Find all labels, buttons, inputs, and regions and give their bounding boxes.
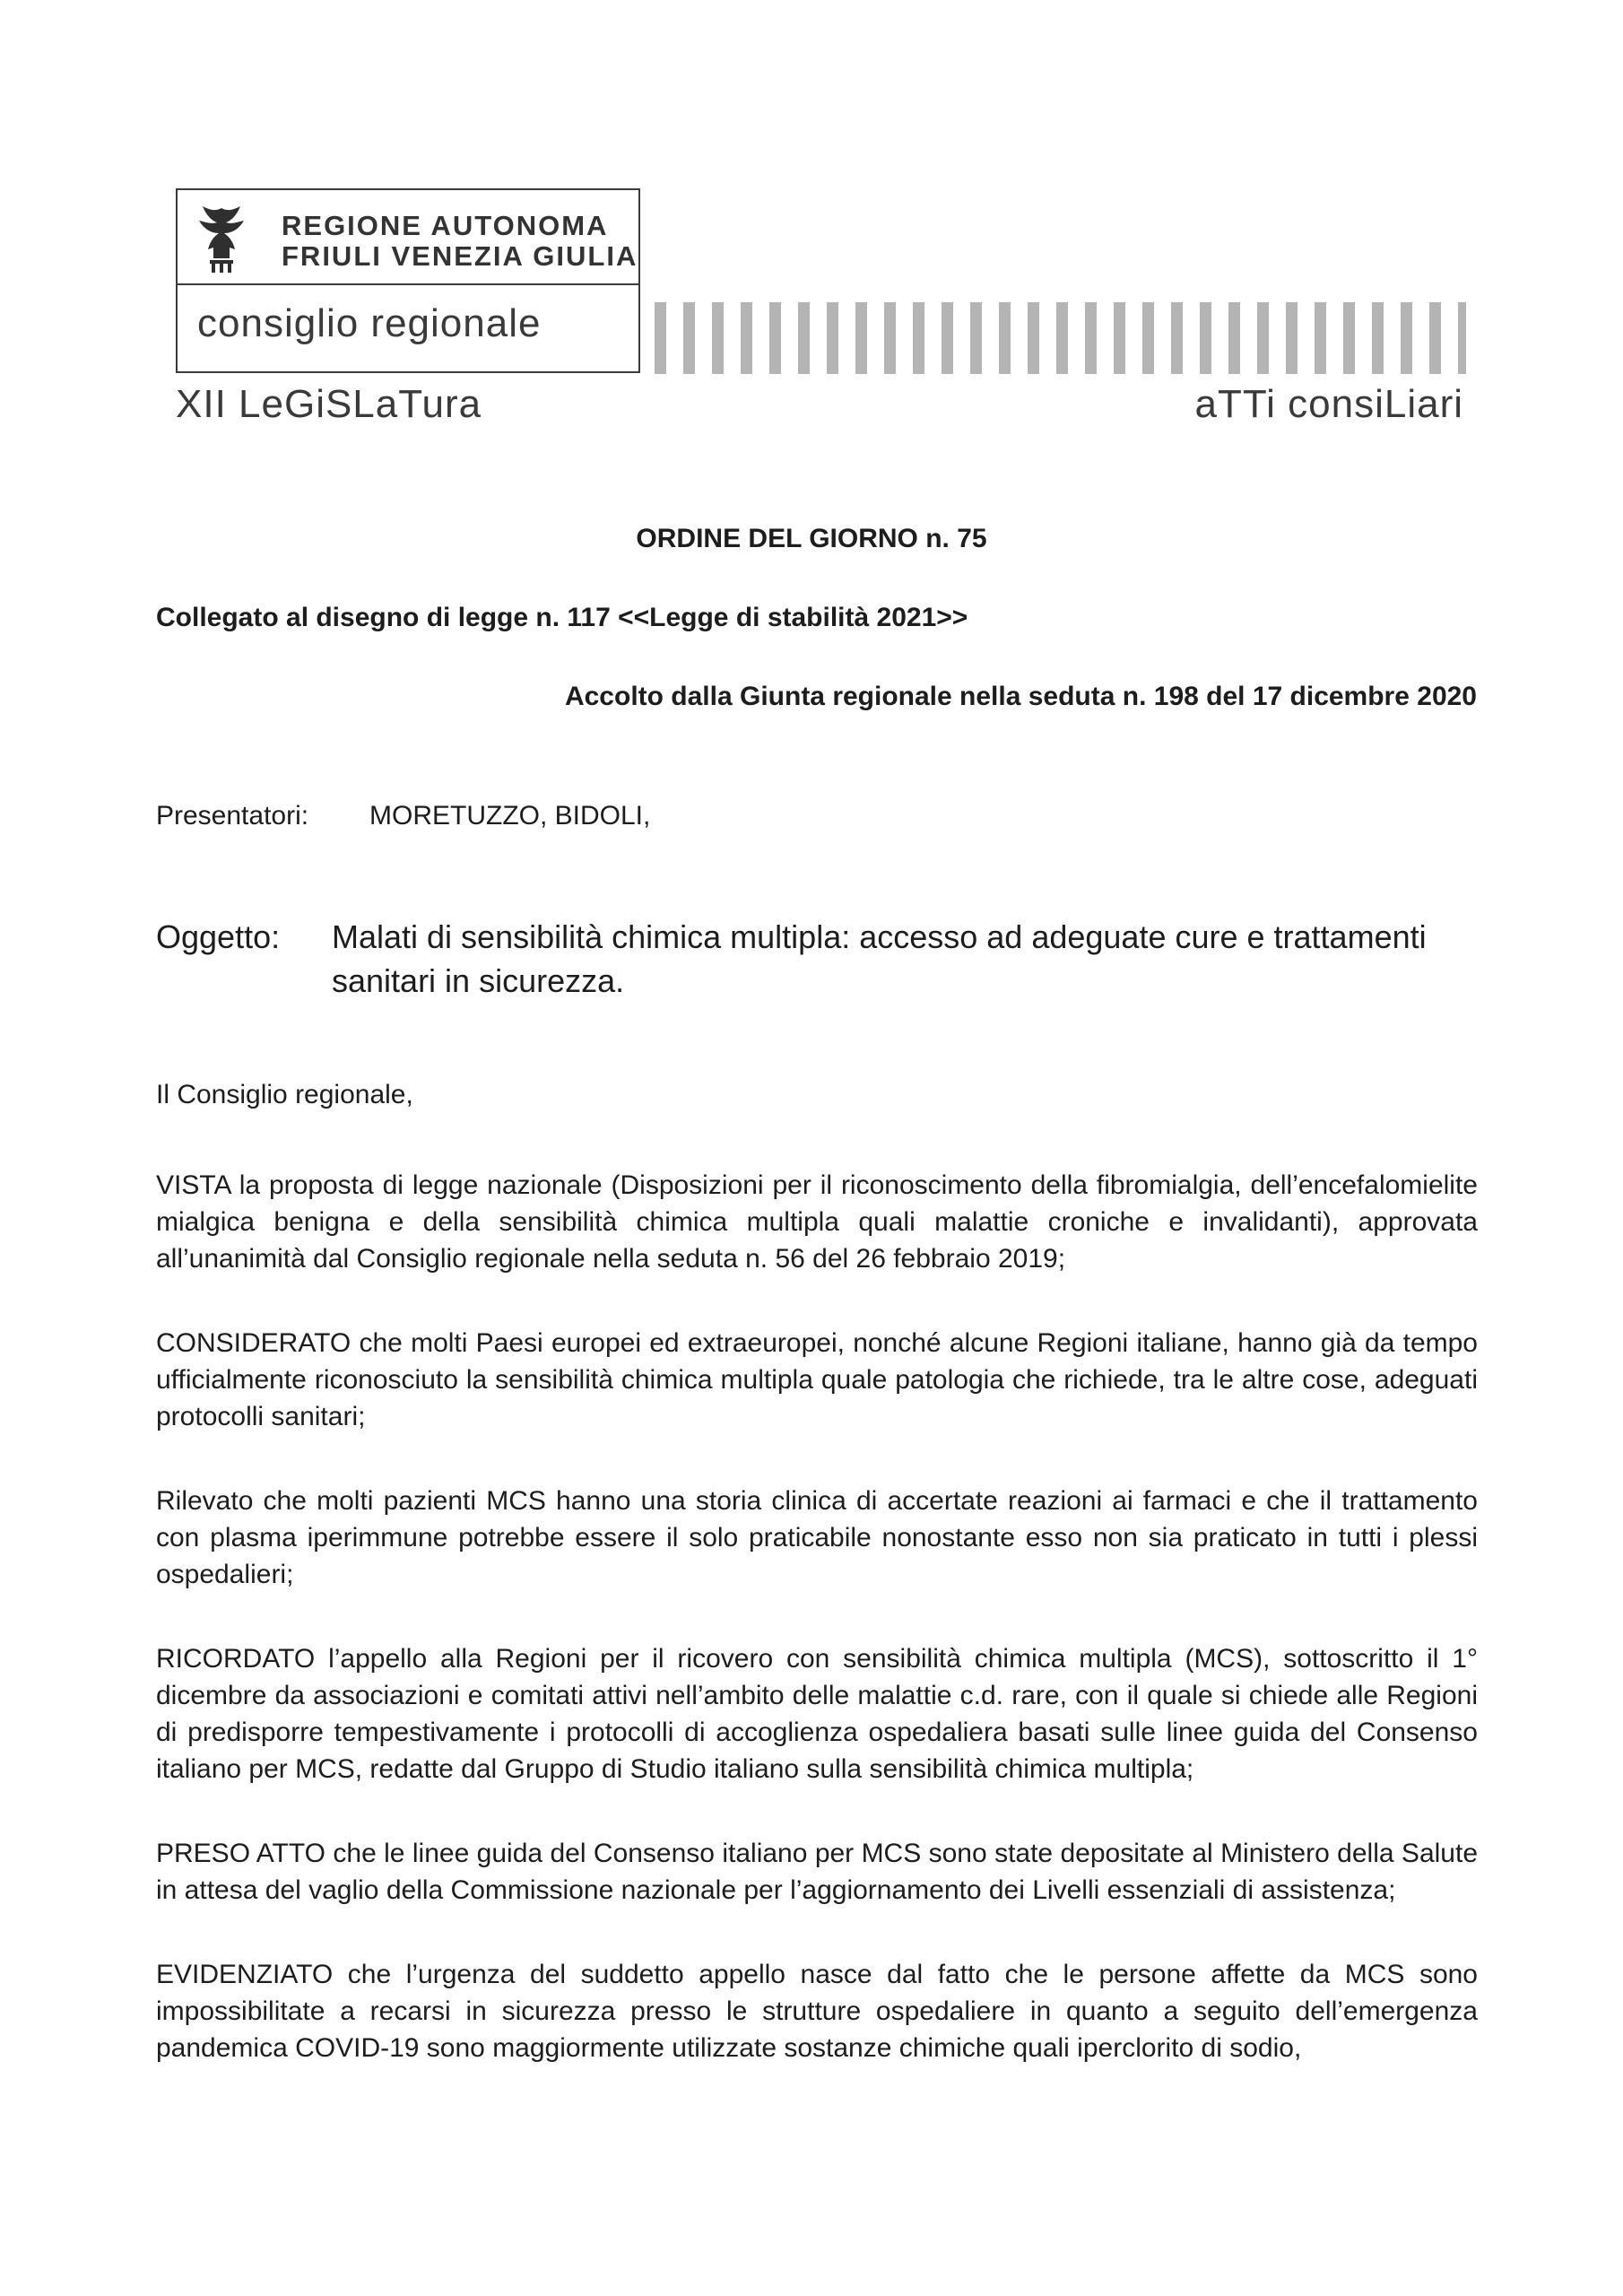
region-name-line1: REGIONE AUTONOMA — [282, 210, 609, 241]
region-name-line2: FRIULI VENEZIA GIULIA — [282, 240, 638, 272]
presenters-label: Presentatori: — [156, 801, 309, 831]
subject-label: Oggetto: — [156, 918, 281, 955]
body-paragraph: EVIDENZIATO che l’urgenza del suddetto appello nasce dal fatto che le persone affette da MCS sono impossibilitate a recarsi in sicurezza presso le strutture ospedaliere in quanto a seguito dell’emergenza pandemica COVID-19 sono maggiormente utilizzate sostanze chimiche quali iperclorito di sodio, — [156, 1960, 1478, 2063]
body-paragraph: CONSIDERATO che molti Paesi europei ed extraeuropei, nonché alcune Regioni italiane, hanno già da tempo ufficialmente riconosciuto la sensibilità chimica multipla quale patologia che richiede, tra le altre cose, adeguati protocolli sanitari; — [156, 1328, 1478, 1431]
decorative-bars — [655, 302, 1466, 374]
acceptance-note: Accolto dalla Giunta regionale nella seduta n. 198 del 17 dicembre 2020 — [564, 682, 1477, 711]
council-logo — [176, 188, 640, 373]
logo-divider — [178, 283, 638, 285]
document-title: ORDINE DEL GIORNO n. 75 — [636, 524, 987, 553]
linked-bill: Collegato al disegno di legge n. 117 <<Legge di stabilità 2021>> — [156, 603, 968, 632]
document-body — [156, 1076, 1478, 2114]
presenters-names: MORETUZZO, BIDOLI, — [369, 801, 651, 831]
council-name: consiglio regionale — [197, 301, 542, 345]
eagle-icon — [194, 203, 249, 274]
body-paragraph: Rilevato che molti pazienti MCS hanno una storia clinica di accertate reazioni ai farmaci e che il trattamento con plasma iperimmune potrebbe essere il solo praticabile nonostante esso non sia praticato in tutti i plessi ospedalieri; — [156, 1486, 1478, 1589]
body-paragraph: RICORDATO l’appello alla Regioni per il ricovero con sensibilità chimica multipla (MCS), sottoscritto il 1° dicembre da associazioni e comitati attivi nell’ambito delle malattie c.d. rare, con il quale si chiede alle Regioni di predisporre tempestivamente i protocolli di accoglienza ospedaliera basati sulle linee guida del Consenso italiano per MCS, redatte dal Gruppo di Studio italiano sulla sensibilità chimica multipla; — [156, 1644, 1478, 1784]
body-intro: Il Consiglio regionale, — [156, 1080, 413, 1109]
acts-label: aTTi consiLiari — [1194, 382, 1463, 426]
body-paragraph: PRESO ATTO che le linee guida del Consenso italiano per MCS sono state depositate al Ministero della Salute in attesa del vaglio della Commissione nazionale per l’aggiornamento dei Livelli essenziali di assistenza; — [156, 1839, 1478, 1905]
subject-text: Malati di sensibilità chimica multipla: accesso ad adeguate cure e trattamenti sanitari in sicurezza. — [332, 918, 1427, 999]
legislature-label: XII LeGiSLaTura — [176, 382, 482, 426]
body-paragraph: VISTA la proposta di legge nazionale (Disposizioni per il riconoscimento della fibromialgia, dell’encefalomielite mialgica benigna e della sensibilità chimica multipla quali malattie croniche e invalidanti), approvata all’unanimità dal Consiglio regionale nella seduta n. 56 del 26 febbraio 2019; — [156, 1170, 1478, 1274]
